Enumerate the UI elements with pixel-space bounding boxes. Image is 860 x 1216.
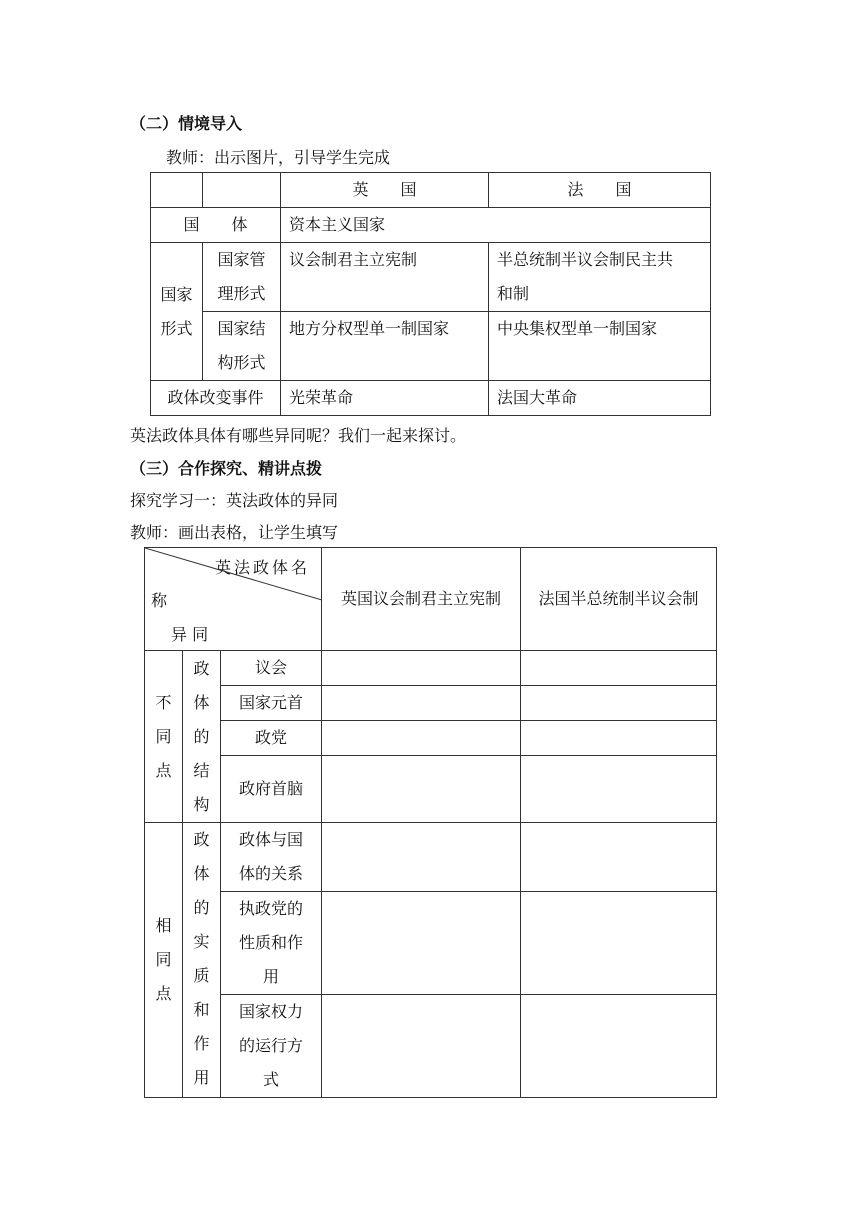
same-item [221, 823, 322, 892]
same-label-char: 点 [155, 984, 172, 1003]
row-label-state-nature: 国 体 [151, 208, 281, 243]
management-france [489, 243, 711, 312]
essence-label [183, 823, 221, 1098]
essence-label-char: 的 [193, 898, 210, 917]
answer-cell[interactable] [521, 651, 717, 686]
same-item-line: 执政党的 [239, 899, 304, 918]
section-heading-2: （二）情境导入 [130, 114, 243, 133]
comparison-table-uk-france [150, 172, 711, 416]
answer-cell[interactable] [521, 686, 717, 721]
management-label-line2: 理形式 [217, 284, 266, 303]
diff-item-head-of-state: 国家元首 [221, 686, 322, 721]
diff-label-char: 同 [155, 726, 172, 746]
same-item [221, 892, 322, 995]
diag-header-bottom: 异 同 [171, 625, 209, 644]
management-france-line1: 半总统制半议会制民主共 [497, 250, 674, 269]
same-item-line: 体的关系 [239, 864, 304, 883]
row-label-structure-form [203, 312, 281, 381]
structure-label-char: 体 [193, 692, 210, 712]
same-label-char: 相 [155, 916, 172, 935]
answer-cell[interactable] [322, 995, 521, 1098]
state-nature-value: 资本主义国家 [281, 208, 711, 243]
section-heading-3: （三）合作探究、精讲点拨 [130, 459, 323, 478]
answer-cell[interactable] [521, 892, 717, 995]
same-item-line: 性质和作 [239, 933, 304, 952]
structure-label-char: 政 [193, 658, 210, 678]
structure-label-char: 构 [193, 794, 210, 814]
answer-cell[interactable] [521, 823, 717, 892]
essence-label-char: 实 [193, 932, 210, 951]
structure-label-line2: 构形式 [217, 353, 266, 372]
study-line: 探究学习一：英法政体的异同 [130, 491, 339, 510]
structure-label-line1: 国家结 [217, 319, 266, 338]
exploration-table [144, 547, 717, 1098]
structure-uk: 地方分权型单一制国家 [281, 312, 489, 381]
empty-cell [151, 173, 203, 208]
answer-cell[interactable] [322, 721, 521, 756]
diag-header-top: 英法政体名 [215, 558, 311, 577]
essence-label-char: 政 [193, 830, 210, 849]
diff-label-char: 点 [155, 760, 172, 780]
state-form-label-line1: 国家 [160, 284, 193, 304]
state-form-label-line2: 形式 [160, 318, 193, 338]
teacher-instruction-2: 教师：画出表格，让学生填写 [130, 523, 339, 542]
management-label-line1: 国家管 [217, 250, 266, 269]
same-item-line: 式 [263, 1070, 280, 1089]
management-uk: 议会制君主立宪制 [281, 243, 489, 312]
same-label [145, 823, 183, 1098]
structure-label-char: 的 [193, 726, 210, 746]
diff-item-head-of-government: 政府首脑 [221, 756, 322, 823]
answer-cell[interactable] [521, 721, 717, 756]
answer-cell[interactable] [322, 823, 521, 892]
essence-label-char: 作 [193, 1034, 210, 1053]
answer-cell[interactable] [521, 995, 717, 1098]
structure-france: 中央集权型单一制国家 [489, 312, 711, 381]
diagonal-header-cell [145, 548, 322, 651]
answer-cell[interactable] [322, 756, 521, 823]
diff-label [145, 651, 183, 823]
row-label-state-form [151, 243, 203, 381]
answer-cell[interactable] [322, 892, 521, 995]
diag-header-mid: 称 [151, 591, 168, 610]
same-item-line: 政体与国 [239, 830, 304, 849]
structure-label [183, 651, 221, 823]
structure-label-char: 结 [193, 760, 210, 780]
essence-label-char: 用 [193, 1068, 210, 1087]
header-uk: 英 国 [281, 173, 489, 208]
teacher-instruction-1: 教师：出示图片，引导学生完成 [166, 148, 391, 167]
same-item-line: 国家权力 [239, 1002, 304, 1021]
answer-cell[interactable] [322, 686, 521, 721]
diff-item-party: 政党 [221, 721, 322, 756]
row-label-management-form [203, 243, 281, 312]
same-item-line: 的运行方 [239, 1036, 304, 1055]
diff-item-parliament: 议会 [221, 651, 322, 686]
same-item [221, 995, 322, 1098]
event-france: 法国大革命 [489, 381, 711, 416]
essence-label-char: 质 [193, 966, 210, 985]
empty-cell [203, 173, 281, 208]
same-label-char: 同 [155, 950, 172, 969]
same-item-line: 用 [263, 967, 280, 986]
essence-label-char: 和 [193, 1000, 210, 1019]
question-line: 英法政体具体有哪些异同呢？我们一起来探讨。 [130, 426, 467, 445]
col-header-france: 法国半总统制半议会制 [521, 548, 717, 651]
management-france-line2: 和制 [497, 284, 530, 303]
event-uk: 光荣革命 [281, 381, 489, 416]
row-label-event: 政体改变事件 [151, 381, 281, 416]
answer-cell[interactable] [521, 756, 717, 823]
essence-label-char: 体 [193, 864, 210, 883]
diff-label-char: 不 [155, 692, 172, 712]
header-france: 法 国 [489, 173, 711, 208]
answer-cell[interactable] [322, 651, 521, 686]
col-header-uk: 英国议会制君主立宪制 [322, 548, 521, 651]
